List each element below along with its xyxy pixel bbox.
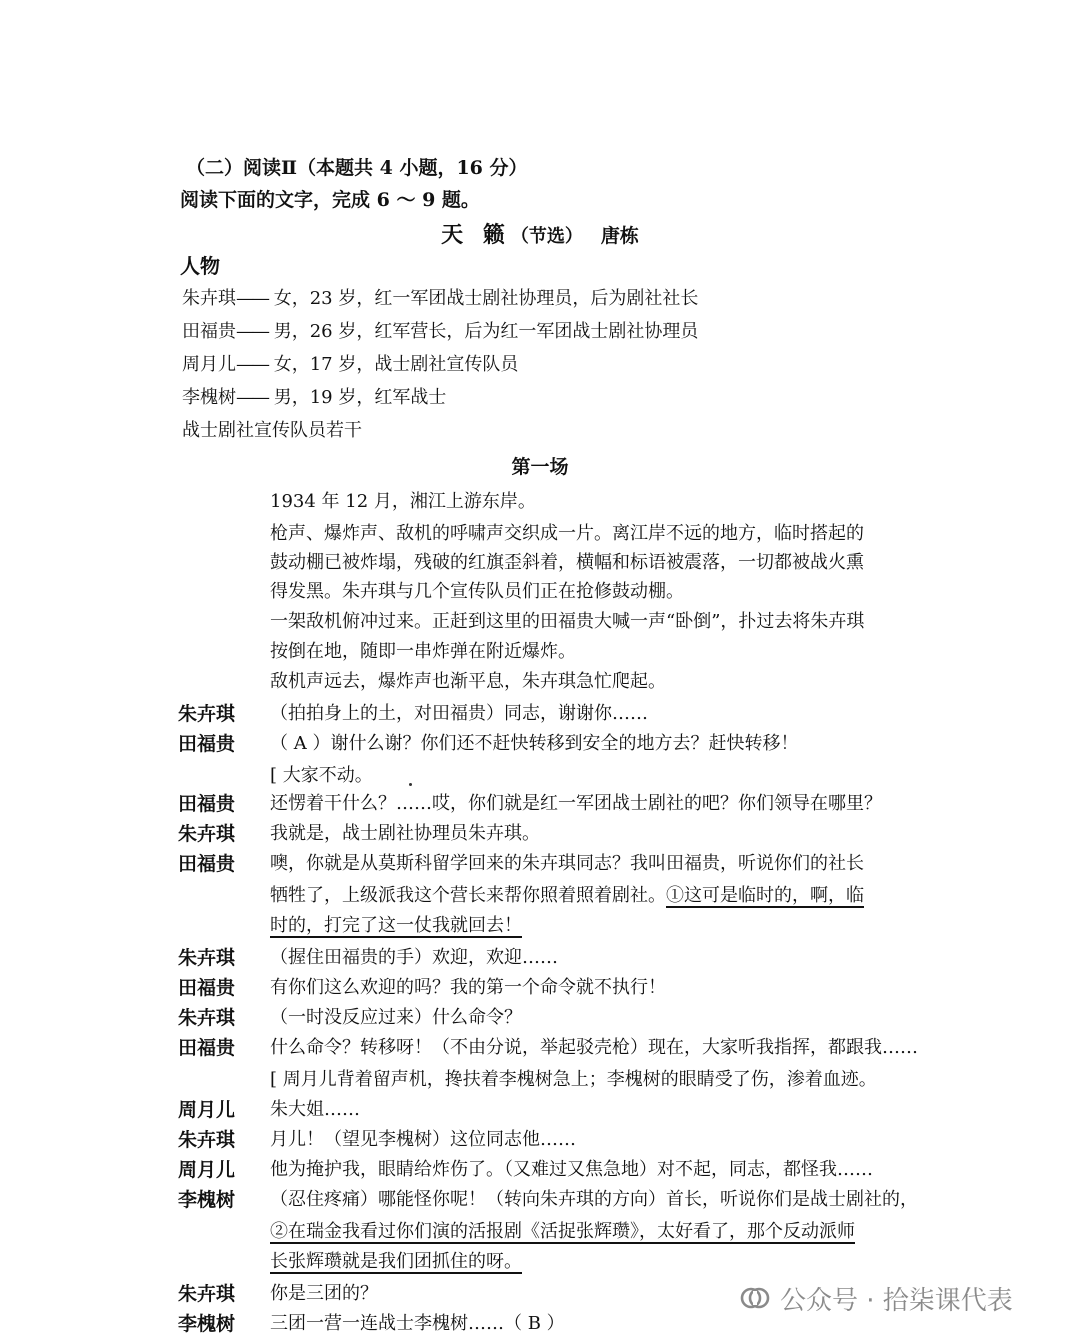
characters-extra: 战士剧社宣传队员若干 <box>182 420 362 441</box>
character-entry <box>182 320 698 344</box>
speech-plain: 牺牲了，上级派我这个营长来帮你照着照着剧社。 <box>270 885 666 906</box>
speaker-name: 李槐树 <box>178 1189 236 1211</box>
character-entry <box>182 353 518 377</box>
stage-direction: 枪声、爆炸声、敌机的呼啸声交织成一片。离江岸不远的地方，临时搭起的 <box>270 523 864 544</box>
speech-line: 朱大姐…… <box>270 1099 360 1120</box>
speech-line <box>270 884 864 908</box>
characters-heading: 人物 <box>180 254 220 278</box>
speaker-name: 田福贵 <box>178 853 236 875</box>
speaker-name: 周月儿 <box>178 1159 236 1181</box>
speech-line: 他为掩护我，眼睛给炸伤了。（又难过又焦急地）对不起，同志，都怪我…… <box>270 1159 873 1180</box>
marked-sentence-2: ②在瑞金我看过你们演的活报剧《活捉张辉瓒》，太好看了，那个反动派师 <box>270 1221 855 1242</box>
speech-line: （握住田福贵的手）欢迎，欢迎…… <box>270 947 558 968</box>
character-desc: 女，23 岁，红一军团战士剧社协理员，后为剧社社长 <box>273 288 699 309</box>
character-name: 周月儿 <box>182 354 236 375</box>
wechat-official-account-icon <box>738 1281 772 1315</box>
speaker-name: 朱卉琪 <box>178 1283 236 1305</box>
stage-direction: 敌机声远去，爆炸声也渐平息，朱卉琪急忙爬起。 <box>270 671 666 692</box>
speech-line: （忍住疼痛）哪能怪你呢！（转向朱卉琪的方向）首长，听说你们是战士剧社的， <box>270 1189 918 1210</box>
speech-line: 我就是，战士剧社协理员朱卉琪。 <box>270 823 540 844</box>
scan-speck <box>409 783 412 786</box>
character-name: 李槐树 <box>182 387 236 408</box>
character-dash: —— <box>236 387 268 408</box>
speech-line: 你是三团的？ <box>270 1283 378 1304</box>
stage-direction: 鼓动棚已被炸塌，残破的红旗歪斜着，横幅和标语被震落，一切都被战火熏 <box>270 552 864 573</box>
stage-direction: 1934 年 12 月，湘江上游东岸。 <box>270 491 536 512</box>
character-dash: —— <box>236 321 268 342</box>
speaker-name: 朱卉琪 <box>178 1129 236 1151</box>
speaker-name: 朱卉琪 <box>178 703 236 725</box>
passage-title <box>0 222 1080 250</box>
speech-line: 三团一营一连战士李槐树……（ B ） <box>270 1313 565 1334</box>
stage-direction: 按倒在地，随即一串炸弹在附近爆炸。 <box>270 641 576 662</box>
speaker-name: 李槐树 <box>178 1313 236 1335</box>
speaker-name: 朱卉琪 <box>178 823 236 845</box>
character-entry <box>182 386 446 410</box>
title-sub: （节选） <box>510 226 583 247</box>
speaker-name: 田福贵 <box>178 977 236 999</box>
instruction-text: 阅读下面的文字，完成 6 ～ 9 题。 <box>180 189 480 211</box>
character-name: 朱卉琪 <box>182 288 236 309</box>
speech-line: （拍拍身上的土，对田福贵）同志，谢谢你…… <box>270 703 648 724</box>
speech-line: 月儿！（望见李槐树）这位同志他…… <box>270 1129 576 1150</box>
speech-line: 还愣着干什么？……哎，你们就是红一军团战士剧社的吧？你们领导在哪里？ <box>270 793 882 814</box>
character-dash: —— <box>236 354 268 375</box>
speaker-name: 田福贵 <box>178 793 236 815</box>
stage-direction: [ 大家不动。 <box>270 765 373 786</box>
watermark <box>738 1278 1013 1318</box>
speaker-name: 朱卉琪 <box>178 1007 236 1029</box>
scene-title: 第一场 <box>511 456 569 478</box>
speaker-name: 朱卉琪 <box>178 947 236 969</box>
stage-direction: [ 周月儿背着留声机，搀扶着李槐树急上；李槐树的眼睛受了伤，渗着血迹。 <box>270 1069 877 1090</box>
speech-line: 什么命令？转移呀！（不由分说，举起驳壳枪）现在，大家听我指挥，都跟我…… <box>270 1037 918 1058</box>
stage-direction: 得发黑。朱卉琪与几个宣传队员们正在抢修鼓动棚。 <box>270 581 684 602</box>
speech-line: 有你们这么欢迎的吗？我的第一个命令就不执行！ <box>270 977 666 998</box>
marked-sentence-1: ①这可是临时的，啊，临 <box>666 885 864 906</box>
character-name: 田福贵 <box>182 321 236 342</box>
section-header: （二）阅读Ⅱ（本题共 4 小题，16 分） <box>186 157 528 179</box>
speech-line: （一时没反应过来）什么命令？ <box>270 1007 522 1028</box>
marked-sentence-1-cont: 时的，打完了这一仗我就回去！ <box>270 915 522 936</box>
character-entry <box>182 287 698 311</box>
speaker-name: 田福贵 <box>178 1037 236 1059</box>
character-desc: 女，17 岁，战士剧社宣传队员 <box>273 354 519 375</box>
character-desc: 男，26 岁，红军营长，后为红一军团战士剧社协理员 <box>273 321 699 342</box>
marked-sentence-2-cont: 长张辉瓒就是我们团抓住的呀。 <box>270 1251 522 1272</box>
watermark-text: 公众号 · 拾柒课代表 <box>780 1285 1013 1316</box>
character-dash: —— <box>236 288 268 309</box>
speaker-name: 周月儿 <box>178 1099 236 1121</box>
title-main: 天 籁 <box>441 222 511 248</box>
speech-line: （ A ）谢什么谢？你们还不赶快转移到安全的地方去？赶快转移！ <box>270 733 799 754</box>
character-desc: 男，19 岁，红军战士 <box>273 387 447 408</box>
speech-line: 噢，你就是从莫斯科留学回来的朱卉琪同志？我叫田福贵，听说你们的社长 <box>270 853 864 874</box>
title-author: 唐栋 <box>600 225 639 247</box>
speaker-name: 田福贵 <box>178 733 236 755</box>
stage-direction: 一架敌机俯冲过来。正赶到这里的田福贵大喊一声“卧倒”，扑过去将朱卉琪 <box>270 611 865 632</box>
